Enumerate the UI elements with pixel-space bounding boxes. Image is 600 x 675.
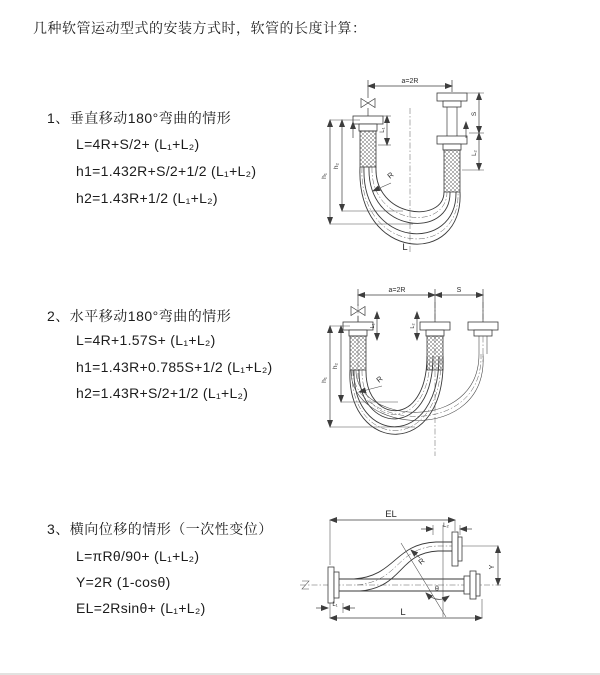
valve-icon [361,99,375,108]
dim-a2r [368,78,452,86]
dim-l2 [421,523,472,535]
diagram-lateral-displacement [296,505,598,663]
dim-h2-label: h₂ [332,362,339,370]
dim-h2-label: h₂ [333,162,340,170]
dim-y-label: Y [489,564,496,570]
dim-l2-label: L₂ [410,323,416,329]
section-1-formula-h2: h2=1.43R+1/2 (L₁+L₂) [76,190,218,206]
section-2-formula-L: L=4R+1.57S+ (L₁+L₂) [76,332,216,348]
diagram-vertical-180-bend [303,70,598,262]
braided-hose-section [350,336,366,370]
section-1-formula-L: L=4R+S/2+ (L₁+L₂) [76,136,200,152]
section-3-formula-EL: EL=2Rsinθ+ (L₁+L₂) [76,600,206,616]
section-2-formula-h2: h2=1.43R+S/2+1/2 (L₁+L₂) [76,385,249,401]
dim-l1-label: L₁ [332,602,338,608]
dim-l1-label: L₁ [370,323,376,329]
left-flange [328,567,339,603]
angle-construction [401,525,449,617]
right-flange-position-2 [452,532,462,566]
dim-s [435,287,483,295]
dim-l [330,599,482,618]
curved-hose-position-2 [354,542,452,591]
length-label: L [402,242,408,253]
dim-el [330,509,455,565]
dim-h1-label: h₁ [321,173,328,179]
dim-el-label: EL [385,509,397,520]
dim-s [467,93,484,133]
section-1-formula-h1: h1=1.432R+S/2+1/2 (L₁+L₂) [76,163,257,179]
section-1-heading: 1、垂直移动180°弯曲的情形 [47,110,232,126]
section-2-heading: 2、水平移动180°弯曲的情形 [47,308,232,324]
dim-l2-label: L₂ [472,150,478,156]
dim-l1 [316,602,355,613]
angle-label: θ [435,586,439,593]
left-flange [353,116,383,167]
radius-label: R [385,170,396,181]
left-flange [343,322,373,370]
section-2-formula-h1: h1=1.43R+0.785S+1/2 (L₁+L₂) [76,359,273,375]
page-title: 几种软管运动型式的安装方式时，软管的长度计算： [33,20,367,36]
diagram-horizontal-180-bend [303,282,598,462]
dim-s-label: S [456,287,462,294]
dim-l1-label: L₁ [380,127,386,133]
dim-l1 [370,312,377,340]
section-3-formula-Y: Y=2R (1-cosθ) [76,574,171,590]
dim-l2 [410,312,417,340]
middle-flange [420,322,450,370]
radius-label: R [374,374,385,385]
section-3-formula-L: L=πRθ/90+ (L₁+L₂) [76,548,200,564]
right-flange [437,93,467,192]
dim-s-label: S [471,111,478,117]
radius-label: R [416,556,427,567]
dim-h1-label: h₁ [321,377,328,383]
braided-hose-section [444,150,460,192]
dim-l-label: L [400,607,406,618]
section-3-heading: 3、横向位移的情形（一次性变位） [47,521,273,537]
dim-a2r-label: a=2R [388,287,406,294]
dim-a2r [358,287,435,295]
braided-hose-section [360,131,376,167]
dim-h1 [321,326,415,427]
dim-l2-label: L₂ [443,523,449,529]
u-hose-position-2 [351,354,483,421]
braided-hose-section [427,336,443,370]
dim-a2r-label: a=2R [401,78,419,85]
right-flange-position-1 [464,571,480,599]
